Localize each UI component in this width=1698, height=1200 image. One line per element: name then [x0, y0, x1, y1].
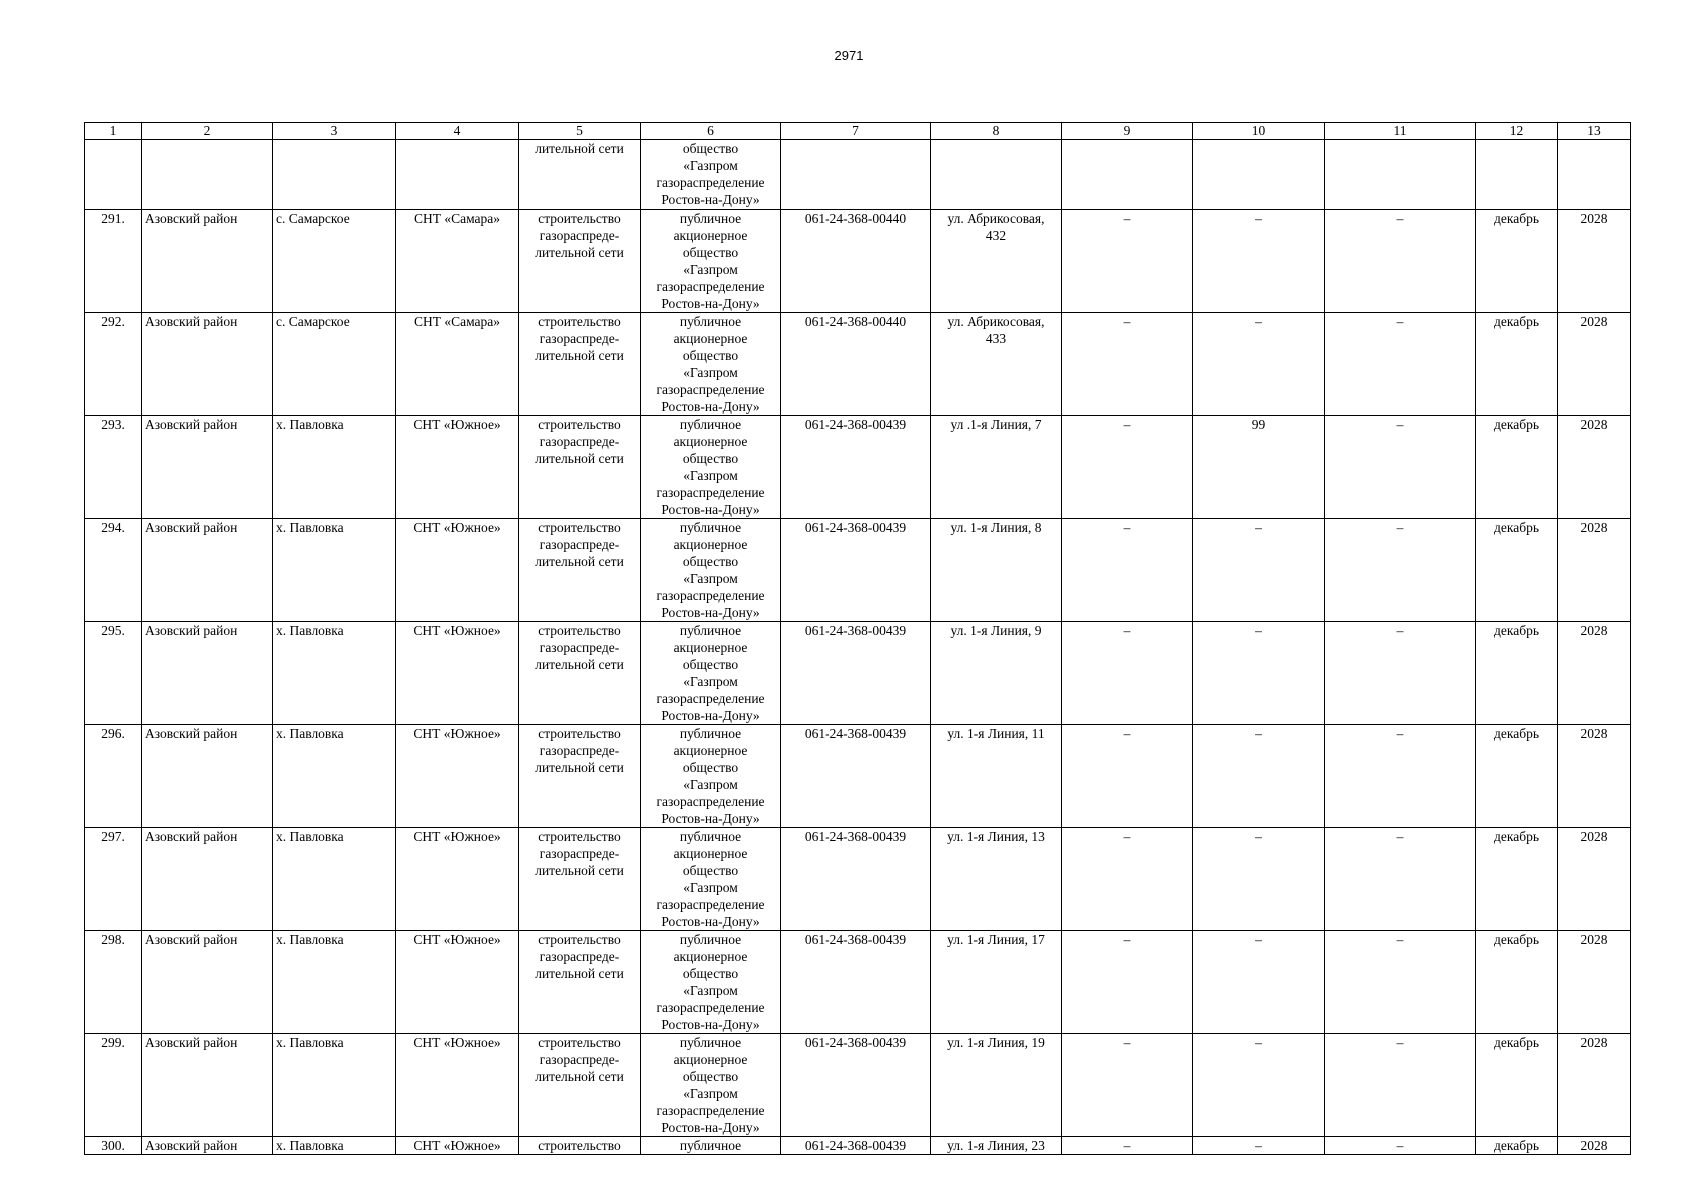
cell-month: декабрь: [1476, 828, 1558, 931]
table-row: [85, 416, 1631, 519]
cell-partnership: СНТ «Южное»: [396, 1137, 519, 1155]
column-header: 6: [641, 123, 781, 140]
table-row: [85, 931, 1631, 1034]
cell-work-type: строительство газораспреде- лительной сети: [519, 828, 641, 931]
cell-empty: [142, 140, 273, 210]
cell-code: 061-24-368-00439: [781, 519, 931, 622]
cell-col9: –: [1062, 519, 1193, 622]
cell-col10: –: [1193, 622, 1325, 725]
table-row: [85, 725, 1631, 828]
cell-col9: –: [1062, 313, 1193, 416]
column-header: 1: [85, 123, 142, 140]
cell-code: 061-24-368-00439: [781, 1034, 931, 1137]
cell-col11: –: [1325, 828, 1476, 931]
table-row: [85, 313, 1631, 416]
cell-address: ул. 1-я Линия, 8: [931, 519, 1062, 622]
cell-month: декабрь: [1476, 519, 1558, 622]
cell-settlement: х. Павловка: [273, 931, 396, 1034]
cell-organization: публичное акционерное общество «Газпром газораспределение Ростов-на-Дону»: [641, 828, 781, 931]
cell-year: 2028: [1558, 1034, 1631, 1137]
cell-month: декабрь: [1476, 725, 1558, 828]
page-number: 2971: [834, 48, 864, 63]
cell-col9: –: [1062, 416, 1193, 519]
cell-row-number: 291.: [85, 210, 142, 313]
cell-partnership: СНТ «Южное»: [396, 519, 519, 622]
continuation-row: [85, 140, 1631, 210]
cell-district: Азовский район: [142, 1034, 273, 1137]
cell-empty: [1062, 140, 1193, 210]
cell-code: 061-24-368-00439: [781, 416, 931, 519]
cell-district: Азовский район: [142, 210, 273, 313]
cell-work-type: строительство газораспреде- лительной сети: [519, 1034, 641, 1137]
cell-year: 2028: [1558, 416, 1631, 519]
cell-address: ул. 1-я Линия, 13: [931, 828, 1062, 931]
cell-organization: публичное акционерное общество «Газпром газораспределение Ростов-на-Дону»: [641, 622, 781, 725]
cell-partnership: СНТ «Южное»: [396, 725, 519, 828]
cell-address: ул .1-я Линия, 7: [931, 416, 1062, 519]
table-row: [85, 519, 1631, 622]
cell-code: 061-24-368-00440: [781, 210, 931, 313]
cell-col10: –: [1193, 1137, 1325, 1155]
cell-district: Азовский район: [142, 828, 273, 931]
cell-empty: [1558, 140, 1631, 210]
cell-code: 061-24-368-00439: [781, 828, 931, 931]
cell-col9: –: [1062, 828, 1193, 931]
cell-settlement: х. Павловка: [273, 725, 396, 828]
cell-col9: –: [1062, 622, 1193, 725]
cell-month: декабрь: [1476, 1034, 1558, 1137]
cell-row-number: 296.: [85, 725, 142, 828]
cell-year: 2028: [1558, 210, 1631, 313]
cell-col11: –: [1325, 519, 1476, 622]
cell-empty: [1193, 140, 1325, 210]
cell-partnership: СНТ «Южное»: [396, 1034, 519, 1137]
column-header: 3: [273, 123, 396, 140]
cell-row-number: 293.: [85, 416, 142, 519]
cell-partnership: СНТ «Южное»: [396, 416, 519, 519]
cell-district: Азовский район: [142, 416, 273, 519]
cell-empty: [85, 140, 142, 210]
cell-district: Азовский район: [142, 313, 273, 416]
cell-col11: –: [1325, 416, 1476, 519]
cell-year: 2028: [1558, 622, 1631, 725]
cell-code: 061-24-368-00440: [781, 313, 931, 416]
column-header: 10: [1193, 123, 1325, 140]
cell-row-number: 294.: [85, 519, 142, 622]
cell-partnership: СНТ «Южное»: [396, 931, 519, 1034]
cell-year: 2028: [1558, 828, 1631, 931]
table-row: [85, 210, 1631, 313]
cell-district: Азовский район: [142, 725, 273, 828]
cell-partnership: СНТ «Южное»: [396, 622, 519, 725]
cell-year: 2028: [1558, 1137, 1631, 1155]
cell-col11: –: [1325, 622, 1476, 725]
table-body: [85, 123, 1631, 1155]
cell-address: ул. 1-я Линия, 23: [931, 1137, 1062, 1155]
cell-partnership: СНТ «Самара»: [396, 313, 519, 416]
header-row: [85, 123, 1631, 140]
cell-work-type: строительство газораспреде- лительной сети: [519, 210, 641, 313]
cell-organization: публичное акционерное общество «Газпром газораспределение Ростов-на-Дону»: [641, 725, 781, 828]
cell-work-type: строительство газораспреде- лительной сети: [519, 416, 641, 519]
cell-address: ул. Абрикосовая, 433: [931, 313, 1062, 416]
cell-settlement: х. Павловка: [273, 416, 396, 519]
cell-col9: –: [1062, 1137, 1193, 1155]
cell-col10: –: [1193, 210, 1325, 313]
column-header: 2: [142, 123, 273, 140]
cell-col11: –: [1325, 313, 1476, 416]
cell-work-type: строительство газораспреде- лительной сети: [519, 313, 641, 416]
cell-organization: публичное акционерное общество «Газпром газораспределение Ростов-на-Дону»: [641, 416, 781, 519]
table-row: [85, 828, 1631, 931]
cell-col11: –: [1325, 1137, 1476, 1155]
cell-col9: –: [1062, 210, 1193, 313]
cell-work-type: строительство газораспреде- лительной сети: [519, 519, 641, 622]
cell-year: 2028: [1558, 519, 1631, 622]
column-header: 4: [396, 123, 519, 140]
column-header: 12: [1476, 123, 1558, 140]
cell-address: ул. 1-я Линия, 17: [931, 931, 1062, 1034]
cell-code: 061-24-368-00439: [781, 725, 931, 828]
cell-address: ул. Абрикосовая, 432: [931, 210, 1062, 313]
cell-work-type: строительство газораспреде- лительной сети: [519, 622, 641, 725]
column-header: 13: [1558, 123, 1631, 140]
cell-settlement: х. Павловка: [273, 1137, 396, 1155]
cell-month: декабрь: [1476, 1137, 1558, 1155]
cell-work-type: строительство газораспреде- лительной сети: [519, 931, 641, 1034]
cell-col9: –: [1062, 1034, 1193, 1137]
cell-col10: –: [1193, 931, 1325, 1034]
cell-code: 061-24-368-00439: [781, 1137, 931, 1155]
registry-table: [84, 122, 1631, 1155]
cell-month: декабрь: [1476, 416, 1558, 519]
cell-year: 2028: [1558, 725, 1631, 828]
column-header: 8: [931, 123, 1062, 140]
cell-code: 061-24-368-00439: [781, 622, 931, 725]
cell-row-number: 300.: [85, 1137, 142, 1155]
column-header: 11: [1325, 123, 1476, 140]
cell-row-number: 297.: [85, 828, 142, 931]
cell-empty: [396, 140, 519, 210]
cell-col11: –: [1325, 210, 1476, 313]
cell-organization: публичное: [641, 1137, 781, 1155]
cell-settlement: х. Павловка: [273, 519, 396, 622]
cell-month: декабрь: [1476, 210, 1558, 313]
cell-organization: публичное акционерное общество «Газпром газораспределение Ростов-на-Дону»: [641, 1034, 781, 1137]
cell-address: ул. 1-я Линия, 11: [931, 725, 1062, 828]
cell-month: декабрь: [1476, 313, 1558, 416]
cell-col9: –: [1062, 725, 1193, 828]
cell-settlement: х. Павловка: [273, 622, 396, 725]
cell-col9: –: [1062, 931, 1193, 1034]
cell-month: декабрь: [1476, 622, 1558, 725]
cell-partnership: СНТ «Южное»: [396, 828, 519, 931]
cell-row-number: 299.: [85, 1034, 142, 1137]
cell-settlement: х. Павловка: [273, 1034, 396, 1137]
cell-organization: публичное акционерное общество «Газпром газораспределение Ростов-на-Дону»: [641, 313, 781, 416]
cell-code: 061-24-368-00439: [781, 931, 931, 1034]
cell-col11: –: [1325, 725, 1476, 828]
column-header: 9: [1062, 123, 1193, 140]
cell-settlement: х. Павловка: [273, 828, 396, 931]
cell-empty: [931, 140, 1062, 210]
cell-col10: –: [1193, 725, 1325, 828]
cell-col10: –: [1193, 313, 1325, 416]
cell-partnership: СНТ «Самара»: [396, 210, 519, 313]
cell-year: 2028: [1558, 931, 1631, 1034]
column-header: 5: [519, 123, 641, 140]
cell-organization: публичное акционерное общество «Газпром газораспределение Ростов-на-Дону»: [641, 931, 781, 1034]
cell-address: ул. 1-я Линия, 9: [931, 622, 1062, 725]
cell-empty: [1476, 140, 1558, 210]
cell-row-number: 292.: [85, 313, 142, 416]
cell-year: 2028: [1558, 313, 1631, 416]
cell-empty: [273, 140, 396, 210]
table-row: [85, 1137, 1631, 1155]
cell-row-number: 295.: [85, 622, 142, 725]
cell-row-number: 298.: [85, 931, 142, 1034]
cell-work-type: лительной сети: [519, 140, 641, 210]
table-row: [85, 1034, 1631, 1137]
cell-district: Азовский район: [142, 931, 273, 1034]
column-header: 7: [781, 123, 931, 140]
cell-col11: –: [1325, 931, 1476, 1034]
cell-empty: [1325, 140, 1476, 210]
cell-work-type: строительство: [519, 1137, 641, 1155]
cell-empty: [781, 140, 931, 210]
cell-address: ул. 1-я Линия, 19: [931, 1034, 1062, 1137]
cell-district: Азовский район: [142, 519, 273, 622]
cell-organization: общество «Газпром газораспределение Ростов-на-Дону»: [641, 140, 781, 210]
cell-settlement: с. Самарское: [273, 313, 396, 416]
cell-settlement: с. Самарское: [273, 210, 396, 313]
cell-district: Азовский район: [142, 1137, 273, 1155]
cell-month: декабрь: [1476, 931, 1558, 1034]
cell-organization: публичное акционерное общество «Газпром газораспределение Ростов-на-Дону»: [641, 210, 781, 313]
cell-col11: –: [1325, 1034, 1476, 1137]
cell-organization: публичное акционерное общество «Газпром газораспределение Ростов-на-Дону»: [641, 519, 781, 622]
cell-work-type: строительство газораспреде- лительной сети: [519, 725, 641, 828]
table-row: [85, 622, 1631, 725]
cell-col10: –: [1193, 828, 1325, 931]
cell-col10: –: [1193, 519, 1325, 622]
cell-col10: 99: [1193, 416, 1325, 519]
cell-col10: –: [1193, 1034, 1325, 1137]
cell-district: Азовский район: [142, 622, 273, 725]
